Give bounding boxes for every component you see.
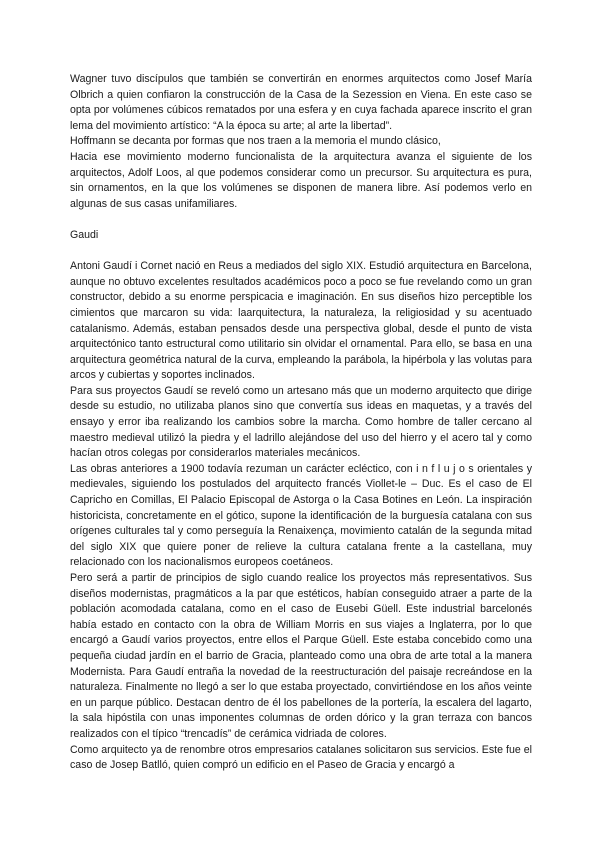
spacer	[70, 212, 532, 228]
paragraph-wagner: Wagner tuvo discípulos que también se convertirán en enormes arquitectos como Josef María Olbrich a quien confiaron la construcción de la Casa de la Sezession en Viena. En este caso se opta por volúmenes cúbicos rematados por una esfera y en cuya fachada aparece inscrito el gran lema del movimiento artístico: “A la época su arte; al arte la libertad”.	[70, 73, 532, 132]
paragraph-hoffmann: Hoffmann se decanta por formas que nos traen a la memoria el mundo clásico,	[70, 135, 441, 148]
document-body	[70, 72, 532, 774]
spacer	[70, 244, 532, 260]
paragraph-gaudi-modernist: Pero será a partir de principios de siglo cuando realice los proyectos más representativos. Sus diseños modernistas, pragmáticos a la par que estéticos, habían conseguido atraer a parte de la población acomodada catalana, como en el caso de Eusebi Güell. Este industrial barcelonés había estado en contacto con la obra de William Morris en sus viajes a Inglaterra, por lo que encargó a Gaudí varios proyectos, entre ellos el Parque Güell. Este estaba concebido como una pequeña ciudad jardín en el barrio de Gracia, planteado como una obra de arte total a la manera Modernista. Para Gaudí entraña la novedad de la reestructuración del paisaje recreándose en la naturaleza. Finalmente no llegó a ser lo que estaba proyectado, convirtiéndose en los años veinte en un parque público. Destacan dentro de él los pabellones de la portería, la escalera del lagarto, la sala hipóstila con unas imponentes columnas de orden dórico y la gran terraza con bancos realizados con el típico “trencadís” de cerámica vidriada de colores.	[70, 572, 532, 740]
paragraph-gaudi-batllo: Como arquitecto ya de renombre otros empresarios catalanes solicitaron sus servicios. Este fue el caso de Josep Batlló, quien compró un edificio en el Paseo de Gracia y encargó a	[70, 743, 532, 772]
section-heading-gaudi: Gaudi	[70, 228, 99, 241]
paragraph-gaudi-early-works: Las obras anteriores a 1900 todavía rezuman un carácter ecléctico, con i n f l u j o s orientales y medievales, siguiendo los postulados del arquitecto francés Viollet-le – Duc. Es el caso de El Capricho en Comillas, El Palacio Episcopal de Astorga o la Casa Botines en León. La inspiración historicista, concretamente en el gótico, supone la identificación de la burguesía catalana con sus orígenes culturales tal y como perseguía la Renaixença, movimiento catalán de la segunda mitad del siglo XIX que quiere poner de relieve la cultura catalana frente a la castellana, muy relacionado con los nacionalismos europeos coetáneos.	[70, 462, 532, 569]
paragraph-loos: Hacia ese movimiento moderno funcionalista de la arquitectura avanza el siguiente de los arquitectos, Adolf Loos, al que podemos considerar como un precursor. Su arquitectura es pura, sin ornamentos, en la que los volúmenes se disponen de manera libre. Así podemos verlo en algunas de sus casas unifamiliares.	[70, 150, 532, 210]
paragraph-gaudi-projects: Para sus proyectos Gaudí se reveló como un artesano más que un moderno arquitecto que dirige desde su estudio, no utilizaba planos sino que convertía sus ideas en maquetas, y a través del ensayo y error iba realizando los cambios sobre la marcha. Como hombre de taller cercano al maestro medieval utilizó la piedra y el ladrillo alejándose del uso del hierro y el acero tal y como hacían otros colegas por considerarlos materiales mecánicos.	[70, 384, 532, 460]
paragraph-gaudi-intro: Antoni Gaudí i Cornet nació en Reus a mediados del siglo XIX. Estudió arquitectura en Barcelona, aunque no obtuvo excelentes resultados académicos poco a poco se fue revelando como un gran constructor, debido a su enorme perspicacia e imaginación. En sus diseños hizo perceptible los cimientos que marcaron su vida: laarquitectura, la naturaleza, la religiosidad y su acentuado catalanismo. Además, estaban pensados desde una perspectiva global, desde el punto de vista arquitectónico tanto estructural como utilitario sin olvidar el ornamental. Para ello, se basa en una arquitectura geométrica natural de la curva, empleando la parábola, la hipérbola y las volutas para arcos y cubiertas y soportes inclinados.	[70, 260, 532, 382]
